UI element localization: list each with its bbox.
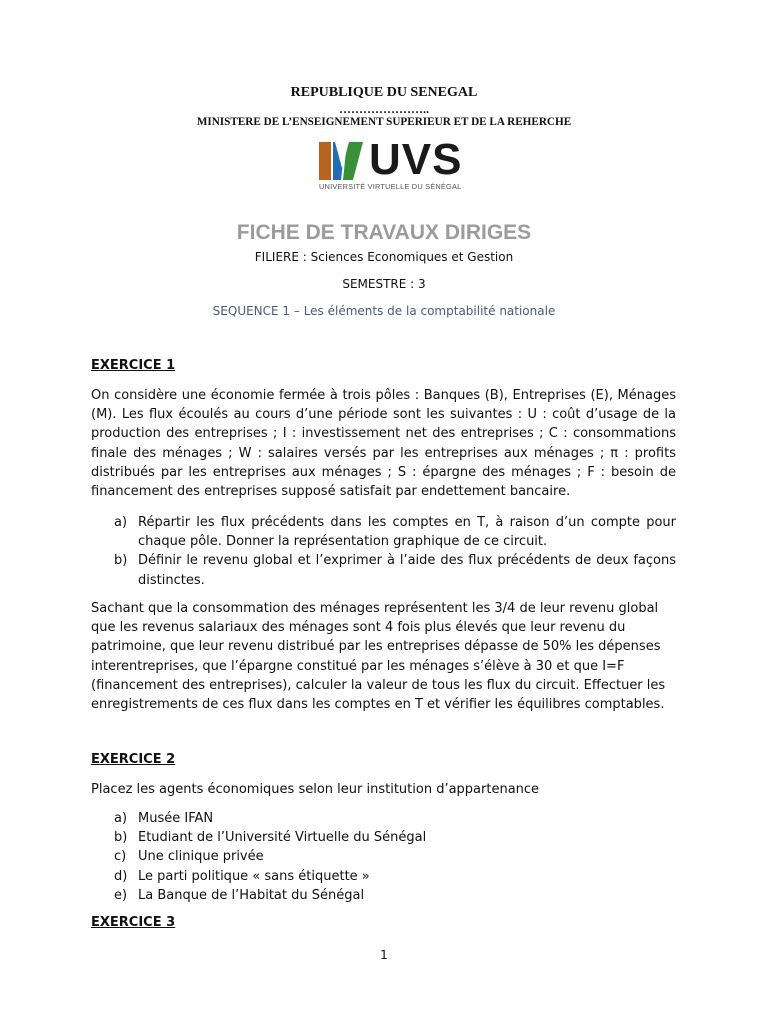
uvs-logo-text: UVS (369, 135, 463, 184)
list-marker: b) (114, 553, 128, 569)
list-item (91, 809, 676, 828)
exercise-2-list (91, 809, 676, 905)
list-marker: d) (114, 868, 128, 884)
list-item (91, 513, 676, 551)
list-text: Répartir les flux précédents dans les comptes en T, à raison d’un compte pour chaque pôle. Donner la représentation graphique de ce circuit. (138, 515, 676, 550)
list-marker: a) (114, 515, 128, 530)
ministry-header: MINISTERE DE L’ENSEIGNEMENT SUPERIEUR ET DE LA REHERCHE (196, 116, 572, 128)
uvs-logo-mark (319, 142, 365, 182)
list-item (91, 847, 676, 866)
document-title: FICHE DE TRAVAUX DIRIGES (236, 221, 532, 244)
list-marker: b) (114, 830, 128, 846)
filiere-line: FILIERE : Sciences Economiques et Gestion (254, 250, 514, 264)
list-text: Etudiant de l’Université Virtuelle du Sénégal (138, 830, 427, 846)
list-item (91, 886, 676, 905)
list-item (91, 867, 676, 886)
list-text: Définir le revenu global et l’exprimer à l’aide des flux précédents de deux façons distinctes. (138, 553, 676, 588)
semestre-line: SEMESTRE : 3 (342, 277, 426, 291)
list-text: Une clinique privée (138, 849, 264, 865)
uvs-logo-subtitle: UNIVERSITÉ VIRTUELLE DU SÉNÉGAL (319, 182, 462, 191)
list-text: La Banque de l’Habitat du Sénégal (138, 887, 365, 903)
exercise-1-intro: On considère une économie fermée à trois pôles : Banques (B), Entreprises (E), Ménages (M). Les flux écoulés au cours d’une période sont les suivantes : U : coût d’usage de la production des entreprises ; I : investissement net des entreprises ; C : consommations finale des ménages ; W : salaires versés par les entreprises aux ménages ; π : profits distribués par les entreprises aux ménages ; S : épargne des ménages ; F : besoin de financement des entreprises supposé satisfait par endettement bancaire. (91, 388, 676, 500)
page-number: 1 (380, 948, 388, 962)
republic-header: REPUBLIQUE DU SENEGAL (290, 85, 478, 100)
list-item (91, 828, 676, 847)
exercise-2-heading: EXERCICE 2 (91, 752, 176, 767)
list-text: Le parti politique « sans étiquette » (138, 868, 370, 884)
exercise-1-questions (91, 513, 676, 590)
exercise-1-heading: EXERCICE 1 (91, 358, 176, 373)
exercise-1-closing: Sachant que la consommation des ménages représentent les 3/4 de leur revenu global que les revenus salariaux des ménages sont 4 fois plus élevés que leur revenu du patrimoine, que leur revenu distribué par les entreprises dépasse de 50% les dépenses interentreprises, que l’épargne constitué par les ménages s’élève à 30 et que I=F (financement des entreprises), calculer la valeur de tous les flux du circuit. Effectuer les enregistrements de ces flux dans les comptes en T et vérifier les équilibres comptables. (91, 601, 666, 713)
sequence-line: SEQUENCE 1 – Les éléments de la comptabilité nationale (212, 304, 556, 318)
uvs-logo (319, 135, 479, 193)
list-item (91, 551, 676, 589)
exercise-3-heading: EXERCICE 3 (91, 915, 176, 930)
list-text: Musée IFAN (138, 811, 214, 826)
header-separator: ………………….. (339, 102, 429, 116)
list-marker: e) (114, 887, 128, 903)
exercise-2-intro: Placez les agents économiques selon leur institution d’appartenance (91, 782, 540, 797)
list-marker: a) (114, 811, 128, 826)
list-marker: c) (114, 849, 127, 865)
